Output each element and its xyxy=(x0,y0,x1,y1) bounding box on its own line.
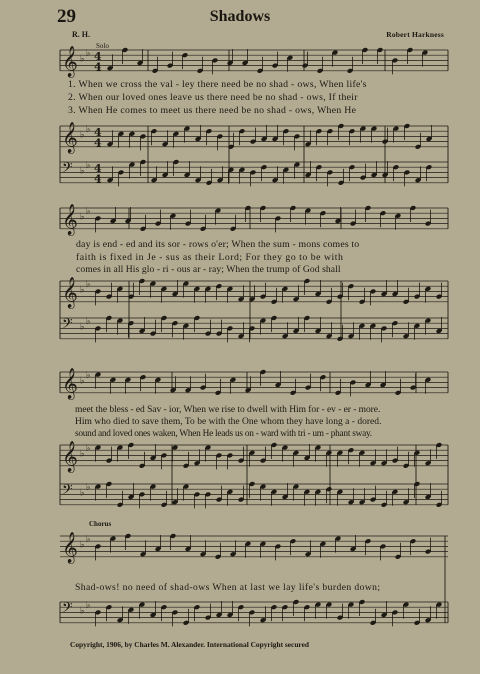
lyricist: R. H. xyxy=(72,30,90,39)
flat-icon: ♭ xyxy=(86,370,91,382)
verse-2-line-3: Him who died to save them, To be with the One whom they have long a - dored. xyxy=(75,417,382,427)
flat-icon: ♭ xyxy=(80,211,85,223)
treble-clef-icon: 𝄞 xyxy=(62,440,78,472)
verse-2-line-2: faith is fixed in Je - sus as their Lord; For they go to be with xyxy=(76,252,344,263)
time-signature: 4 xyxy=(94,60,102,74)
time-signature: 4 xyxy=(94,49,102,63)
solo-label: Solo xyxy=(96,42,109,50)
verse-1-line-2: day is end - ed and its sor - rows o'er; When the sum - mons comes to xyxy=(76,239,360,250)
flat-icon: ♭ xyxy=(80,448,85,460)
composer: Robert Harkness xyxy=(386,30,444,39)
verse-3-line-1: 3. When He comes to meet us there need be no shad - ows, When He xyxy=(68,105,357,116)
flat-icon: ♭ xyxy=(80,321,85,333)
chorus-line: Shad-ows! no need of shad-ows When at last we lay life's burden down; xyxy=(75,582,381,593)
flat-icon: ♭ xyxy=(80,165,85,177)
flat-icon: ♭ xyxy=(80,539,85,551)
chorus-label: Chorus xyxy=(89,520,112,528)
treble-clef-icon: 𝄞 xyxy=(62,276,78,308)
copyright-footer: Copyright, 1906, by Charles M. Alexander. International Copyright secured xyxy=(70,640,309,649)
flat-icon: ♭ xyxy=(80,487,85,499)
verse-2-line-1: 2. When our loved ones leave us there need be no shad - ows, If their xyxy=(68,92,358,103)
treble-clef-icon: 𝄞 xyxy=(62,121,78,153)
flat-icon: ♭ xyxy=(86,482,91,494)
time-signature: 4 xyxy=(94,161,102,175)
flat-icon: ♭ xyxy=(86,48,91,60)
flat-icon: ♭ xyxy=(86,600,91,612)
verse-3-line-2: comes in all His glo - ri - ous ar - ray; When the trump of God shall xyxy=(76,264,341,275)
verse-1-line-3: meet the bless - ed Sav - ior, When we rise to dwell with Him for - ev - er - more. xyxy=(75,405,381,415)
flat-icon: ♭ xyxy=(80,605,85,617)
hymn-number: 29 xyxy=(57,6,76,27)
time-signature: 4 xyxy=(94,172,102,186)
bass-clef-icon: 𝄢 xyxy=(62,599,73,619)
flat-icon: ♭ xyxy=(86,279,91,291)
verse-3-line-3: sound and loved ones waken, When He leads us on - ward with tri - um - phant sway. xyxy=(75,429,372,439)
treble-clef-icon: 𝄞 xyxy=(62,531,78,563)
time-signature: 4 xyxy=(94,125,102,139)
flat-icon: ♭ xyxy=(86,443,91,455)
flat-icon: ♭ xyxy=(86,206,91,218)
bass-clef-icon: 𝄢 xyxy=(62,159,73,179)
flat-icon: ♭ xyxy=(86,534,91,546)
treble-clef-icon: 𝄞 xyxy=(62,45,78,77)
flat-icon: ♭ xyxy=(86,316,91,328)
verse-1-line-1: 1. When we cross the val - ley there need be no shad - ows, When life's xyxy=(68,79,367,90)
treble-clef-icon: 𝄞 xyxy=(62,203,78,235)
bass-clef-icon: 𝄢 xyxy=(62,315,73,335)
bass-clef-icon: 𝄢 xyxy=(62,481,73,501)
time-signature: 4 xyxy=(94,136,102,150)
flat-icon: ♭ xyxy=(86,124,91,136)
flat-icon: ♭ xyxy=(80,129,85,141)
treble-clef-icon: 𝄞 xyxy=(62,367,78,399)
hymn-title: Shadows xyxy=(209,8,271,25)
flat-icon: ♭ xyxy=(80,53,85,65)
flat-icon: ♭ xyxy=(80,284,85,296)
flat-icon: ♭ xyxy=(86,160,91,172)
flat-icon: ♭ xyxy=(80,375,85,387)
